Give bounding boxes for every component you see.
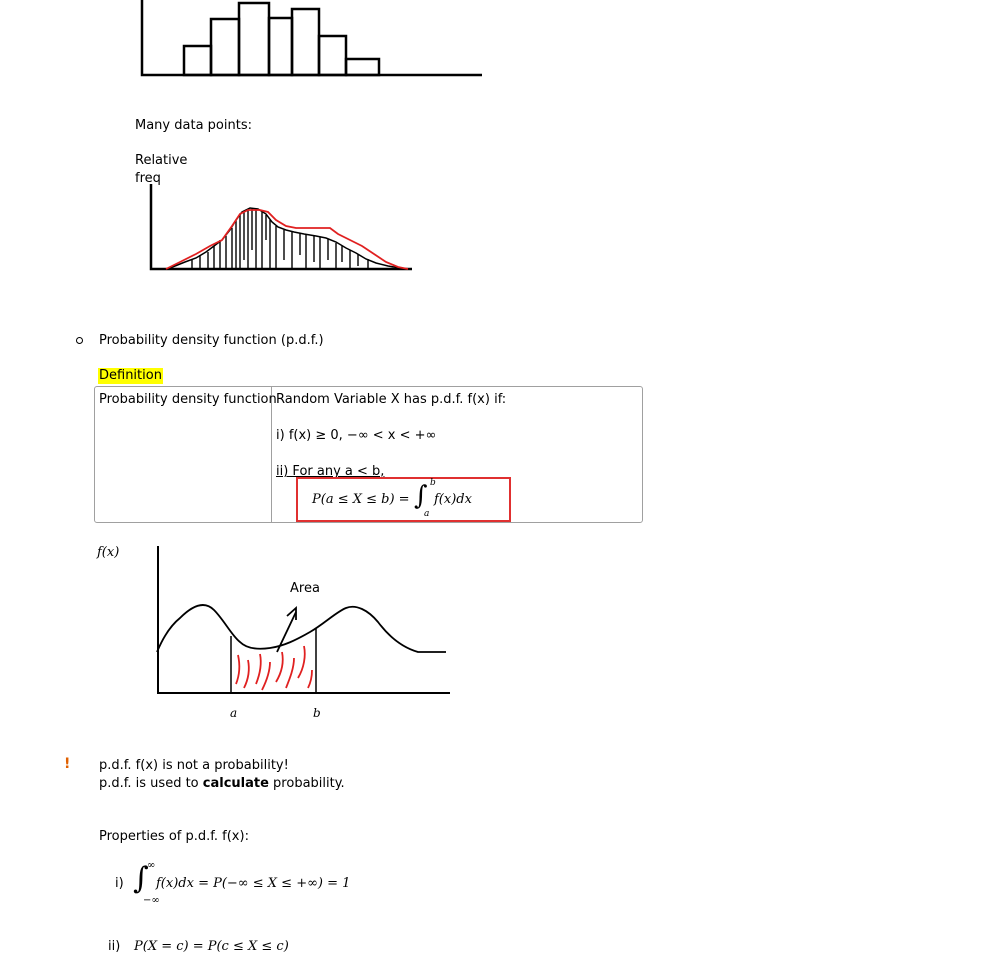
a-label: a [230, 706, 238, 720]
property-1-upper: ∞ [147, 860, 156, 871]
formula-lhs: P(a ≤ X ≤ b) = [312, 492, 410, 507]
yaxis-label-freq: freq [135, 171, 161, 186]
formula-upper-limit: b [430, 478, 436, 488]
warning-prefix: p.d.f. is used to [99, 776, 203, 791]
property-1-label: i) [115, 876, 124, 891]
warning-line-1: p.d.f. f(x) is not a probability! [99, 758, 289, 773]
property-1-lower: −∞ [143, 895, 160, 906]
definition-tag: Definition [99, 368, 162, 383]
many-points-label: Many data points: [135, 118, 252, 133]
table-intro: Random Variable X has p.d.f. f(x) if: [276, 392, 507, 407]
property-1-expr: f(x)dx = P(−∞ ≤ X ≤ +∞) = 1 [156, 876, 351, 891]
properties-title: Properties of p.d.f. f(x): [99, 829, 249, 844]
property-2-label: ii) [108, 939, 121, 954]
integral-sign-icon: ∫ [414, 481, 428, 511]
property-2-expr: P(X = c) = P(c ≤ X ≤ c) [134, 939, 289, 954]
warning-suffix: probability. [268, 776, 345, 791]
area-label: Area [290, 581, 320, 596]
exclamation-icon: ! [64, 756, 71, 772]
integral-sign-icon-2: ∫ [133, 861, 149, 896]
formula-integrand: f(x)dx [434, 492, 472, 507]
table-condition-1: i) f(x) ≥ 0, −∞ < x < +∞ [276, 428, 437, 443]
warning-bold: calculate [202, 776, 269, 791]
formula-lower-limit: a [424, 509, 430, 519]
table-term: Probability density function [99, 392, 277, 407]
table-condition-2: ii) For any a < b, [276, 464, 385, 479]
pdf-heading: Probability density function (p.d.f.) [99, 333, 324, 348]
yaxis-label-relative: Relative [135, 153, 188, 168]
warning-line-2 [99, 776, 345, 792]
graph-y-label: f(x) [97, 545, 120, 560]
b-label: b [313, 706, 321, 720]
